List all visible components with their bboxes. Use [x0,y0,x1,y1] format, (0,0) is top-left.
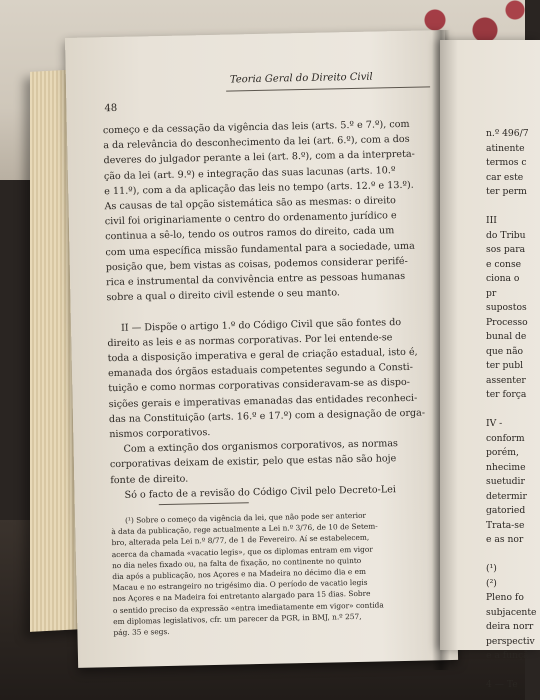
right-page-line: e a funçã [486,650,529,661]
footnote-line: acerca da chamada «vacatio legis», que os diplomas entram em vigor [111,544,373,559]
footnote-line: à data da publicação, rege actualmente a Lei n.º 3/76, de 10 de Setem- [111,521,378,537]
body-text-line: tuição e como normas corporativas consideravam-se as dispo- [108,377,411,395]
footnote-line: o sentido preciso da expressão «entra imediatamente em vigor» contida [112,600,384,615]
right-page-line: subjacente [486,606,537,618]
body-text-line: deveres do julgador perante a lei (art. 8.º), com a da interpreta- [103,149,415,167]
right-page-line: supostos [486,302,527,313]
right-page-line: do Tribu [486,229,526,241]
right-page-line: sos para [486,244,526,255]
right-page-line: car este [486,171,524,183]
body-text-line: Só o facto de a revisão do Código Civil pelo Decreto-Lei [124,483,397,501]
right-page-line: (¹) [486,563,497,574]
right-page-line: suetudir [486,476,525,487]
footnote-line: Macau e no estrangeiro no trigésimo dia. O período de vacatio legis [112,577,368,593]
body-text-line: sições gerais e imperativas emanadas das entidades reconheci- [108,392,418,410]
page-number: 48 [104,102,118,115]
right-page-line: nhecime [486,461,526,473]
body-text-line: toda a disposição imperativa e geral de criação estadual, isto é, [107,346,418,365]
body-text-line: posição que, bem vistas as coisas, podemos considerar perifé- [105,255,408,273]
body-text-line: As causas de tal opção sistemática são as mesmas: o direito [104,195,396,213]
right-page-line: ter força [486,389,527,400]
body-text-line: direito as leis e as normas corporativas. Por lei entende-se [107,332,393,349]
right-book-page [440,40,540,690]
body-text-line: e 11.º), com a da aplicação das leis no tempo (arts. 12.º e 13.º). [104,179,414,198]
right-page-line: Pleno fo [486,592,524,603]
footnote-line: no dia neles fixado ou, na falta de fixação, no continente no quinto [111,555,362,570]
body-text-line: fonte de direito. [110,473,189,486]
right-page-line: determir [486,490,527,502]
running-head: Teoria Geral do Direito Civil [229,71,373,86]
right-page-line: que não [486,345,524,357]
footnote-line: pág. 35 e segs. [113,626,170,638]
footnote-line: dia após a publicação, nos Açores e na Madeira no décimo dia e em [112,566,367,582]
right-page-line: IV - [486,418,503,429]
body-text-line: civil foi originariamente o centro do ordenamento jurídico e [104,210,397,228]
right-page-line: conform [486,432,525,444]
body-text-line: com uma específica missão fundamental para a sociedade, uma [105,240,415,258]
body-text-line: a da relevância do desconhecimento da lei (art. 6.º), com a dos [103,133,410,152]
right-page-line: 4 — Te [486,679,518,690]
right-page-line: e conse [486,258,522,270]
right-page-line: e as nor [486,534,524,545]
footnote-line: bro, alterada pela Lei n.º 8/77, de 1 de Fevereiro. Aí se estabelecem, [111,533,370,548]
right-page-line: termos c [486,157,527,168]
right-page-line: pr [486,287,497,299]
right-page-line: atinente [486,142,525,154]
body-text-line: começo e da cessação da vigência das leis (arts. 5.º e 7.º), com [102,118,410,137]
right-page-line: assenter [486,374,526,386]
right-page-line: deira norr [486,621,534,632]
body-text-line: corporativas deixam de existir, pelo que estas não são hoje [109,453,397,471]
body-text-line: Com a extinção dos organismos corporativos, as normas [123,438,399,456]
right-page-line: perspectiv [486,635,535,647]
right-page-line: Processo [486,316,528,328]
right-page-line: n.º 496/7 [486,128,529,139]
right-page-line: (²) [486,577,497,589]
footnote-line: em diplomas legislativos, cfr. um parecer da PGR, in BMJ, n.º 257, [113,611,362,626]
body-text-line: continua a sê-lo, tendo os outros ramos do direito, cada um [105,225,395,243]
body-text-line: ção da lei (art. 9.º) e integração das suas lacunas (arts. 10.º [103,164,396,182]
body-text-line: rica e instrumental da convivência entre as pessoas humanas [106,270,406,289]
left-book-page [65,30,458,668]
right-page-line: III [486,215,497,226]
right-page-line: gatoried [486,505,526,516]
body-text-line: das na Constituição (arts. 16.º e 17.º) com a designação de orga- [108,407,426,425]
right-page-line: bunal de [486,331,527,342]
body-text-line: sobre a qual o direito civil estende o seu manto. [106,287,341,304]
body-text-line: nismos corporativos. [109,427,211,441]
right-page-line: porém, [486,447,519,458]
footnote-rule [159,502,249,505]
right-page-line: ter publ [486,360,524,371]
body-text-line: emanada dos órgãos estaduais competentes segundo a Consti- [107,361,414,380]
footnote-line: nos Açores e na Madeira foi entretanto alargado para 15 dias. Sobre [112,589,371,604]
right-page-line: ter perm [486,186,527,197]
right-page-line: Trata-se [486,519,525,531]
right-page-line: ciona o [486,273,520,284]
footnote-line: (¹) Sobre o começo da vigência da lei, que não pode ser anterior [125,510,367,525]
running-head-rule [226,86,430,91]
body-text-line: II — Dispõe o artigo 1.º do Código Civil que são fontes do [120,316,402,334]
